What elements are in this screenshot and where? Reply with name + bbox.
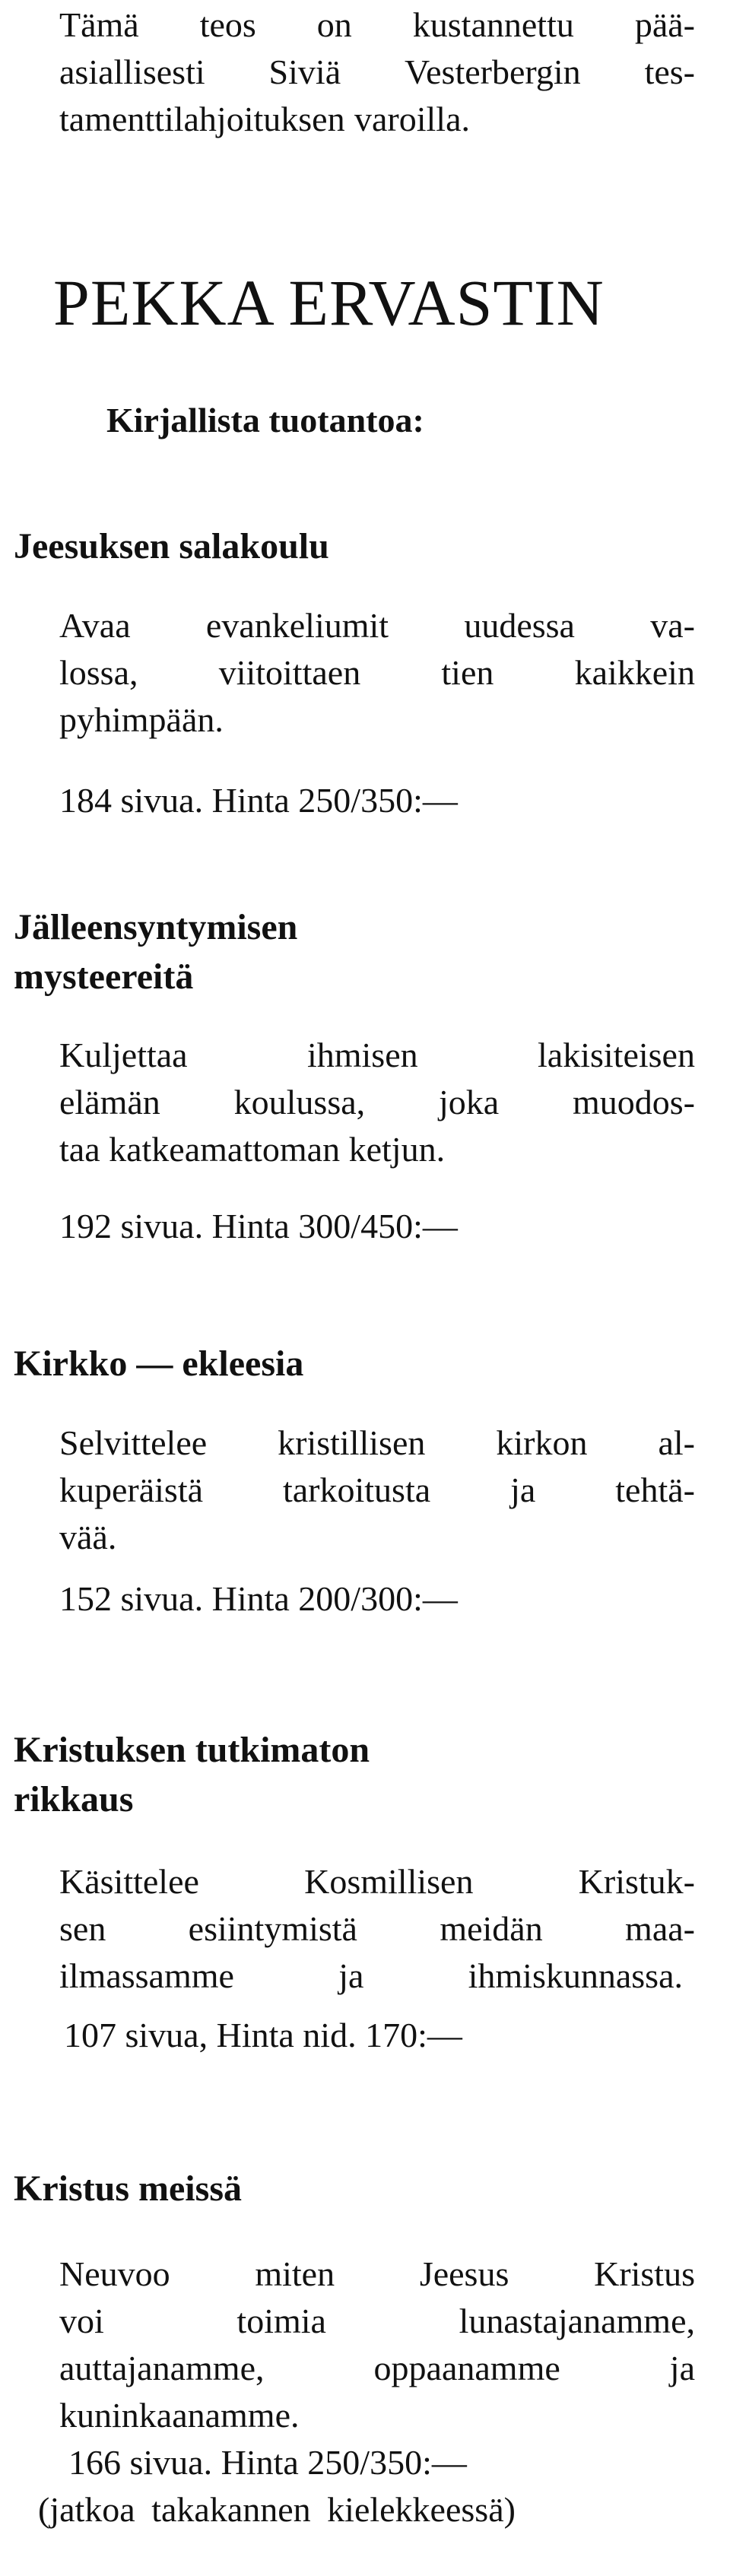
book-price: 166 sivua. Hinta 250/350:—: [68, 2443, 467, 2482]
book-description-line: pyhimpään.: [59, 700, 224, 739]
intro-word: Siviä: [268, 52, 341, 91]
book-description-line: elämän koulussa, joka muodos-: [59, 1083, 695, 1121]
book-title: Jälleensyntymisen: [14, 907, 298, 947]
book-title: Kristus meissä: [14, 2168, 242, 2209]
intro-word: tamenttilahjoituksen: [59, 100, 345, 138]
intro-word: Vesterbergin: [405, 52, 581, 91]
book-title: mysteereitä: [14, 956, 194, 997]
intro-word: on: [316, 5, 352, 44]
book-title: rikkaus: [14, 1779, 134, 1819]
book-price: 192 sivua. Hinta 300/450:—: [59, 1207, 458, 1245]
intro-word: varoilla.: [354, 100, 470, 138]
book-title: Kirkko — ekleesia: [14, 1344, 304, 1384]
book-description-line: kuperäistä tarkoitusta ja tehtä-: [59, 1470, 695, 1509]
book-description-line: vää.: [59, 1518, 117, 1556]
continuation-note: (jatkoa takakannen kielekkeessä): [38, 2490, 516, 2529]
book-price: 184 sivua. Hinta 250/350:—: [59, 781, 458, 820]
intro-word: tes-: [644, 52, 695, 91]
intro-word: kustannettu: [412, 5, 574, 44]
intro-line-1: [59, 5, 695, 44]
intro-word: pää-: [634, 5, 695, 44]
book-description-line: Avaa evankeliumit uudessa va-: [59, 606, 695, 645]
book-price: 152 sivua. Hinta 200/300:—: [59, 1579, 458, 1618]
book-description-line: ilmassamme ja ihmiskunnassa.: [59, 1956, 683, 1995]
book-description-line: Käsittelee Kosmillisen Kristuk-: [59, 1862, 695, 1901]
author-name: PEKKA ERVASTIN: [53, 266, 605, 339]
intro-line-2: [59, 52, 695, 91]
book-title: Kristuksen tutkimaton: [14, 1730, 370, 1770]
book-description-line: sen esiintymistä meidän maa-: [59, 1909, 695, 1948]
subtitle: Kirjallista tuotantoa:: [106, 401, 424, 439]
book-description-line: Kuljettaa ihmisen lakisiteisen: [59, 1036, 695, 1074]
book-price: 107 sivua, Hinta nid. 170:—: [64, 2016, 462, 2054]
book-description-line: auttajanamme, oppaanamme ja: [59, 2349, 695, 2387]
intro-line-3: [59, 102, 470, 137]
book-description-line: taa katkeamattoman ketjun.: [59, 1130, 446, 1169]
book-description-line: Selvittelee kristillisen kirkon al-: [59, 1423, 695, 1462]
intro-word: asiallisesti: [59, 52, 205, 91]
book-description-line: Neuvoo miten Jeesus Kristus: [59, 2254, 695, 2293]
intro-word: Tämä: [59, 5, 139, 44]
book-description-line: voi toimia lunastajanamme,: [59, 2302, 695, 2340]
intro-word: teos: [199, 5, 256, 44]
book-title: Jeesuksen salakoulu: [14, 526, 329, 566]
book-description-line: kuninkaanamme.: [59, 2396, 300, 2435]
book-description-line: lossa, viitoittaen tien kaikkein: [59, 653, 695, 692]
